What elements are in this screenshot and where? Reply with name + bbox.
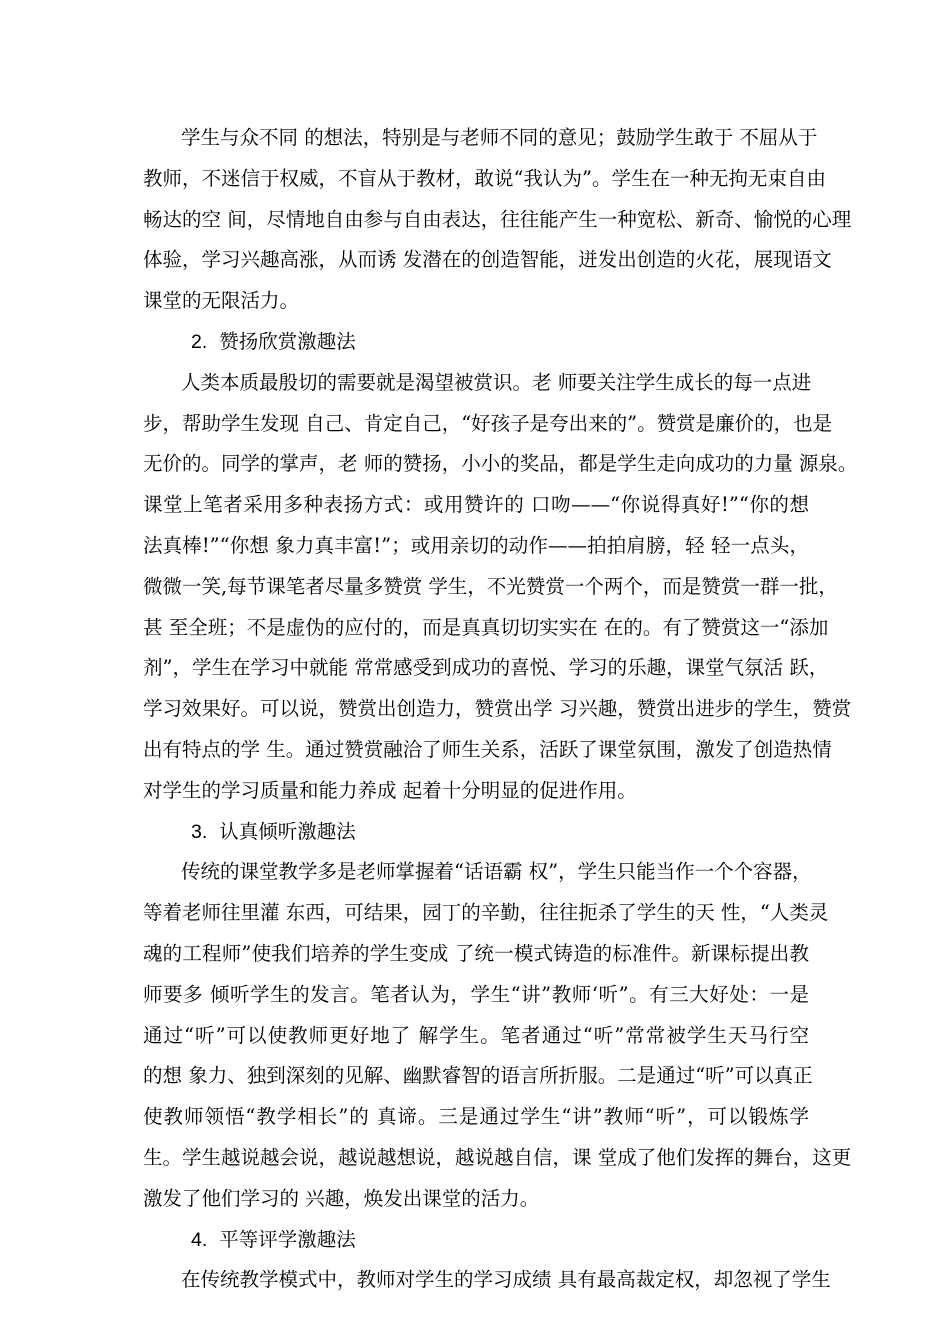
text-line: 体验，学习兴趣高涨，从而诱 发潜在的创造智能，迸发出创造的火花，展现语文 — [143, 248, 832, 272]
paragraph-4 — [143, 1260, 831, 1301]
heading-number: 4. — [191, 1228, 208, 1251]
text-line: 生。学生越说越会说，越说越想说，越说越自信，课 堂成了他们发挥的舞台，这更 — [143, 1145, 852, 1169]
text-line: 魂的工程师”使我们培养的学生变成 了统一模式铸造的标准件。新课标提出教 — [143, 941, 809, 965]
text-line: 教师，不迷信于权威，不盲从于教材，敢说“我认为”。学生在一种无拘无束自由 — [143, 166, 826, 190]
text-line: 学生与众不同 的想法，特别是与老师不同的意见；鼓励学生敢于 不屈从于 — [181, 126, 818, 149]
text-line: 人类本质最殷切的需要就是渴望被赏识。老 师要关注学生成长的每一点进 — [181, 370, 812, 394]
text-line: 畅达的空 间，尽情地自由参与自由表达，往往能产生一种宽松、新奇、愉悦的心理 — [143, 207, 852, 231]
text-line: 对学生的学习质量和能力养成 起着十分明显的促进作用。 — [143, 778, 637, 802]
text-line: 剂”，学生在学习中就能 常常感受到成功的喜悦、学习的乐趣，课堂气氛活 跃， — [143, 656, 829, 680]
section-heading-2 — [143, 322, 809, 363]
text-line: 通过“听”可以使教师更好地了 解学生。笔者通过“听”常常被学生天马行空 — [143, 1023, 809, 1047]
text-line: 学习效果好。可以说，赞赏出创造力，赞赏出学 习兴趣，赞赏出进步的学生，赞赏 — [143, 697, 852, 721]
paragraph-1 — [143, 118, 852, 322]
heading-title: 认真倾听激趣法 — [219, 819, 356, 843]
heading-number: 3. — [191, 820, 208, 843]
section-heading-4 — [143, 1220, 809, 1261]
heading-number: 2. — [191, 330, 208, 353]
text-line: 在传统教学模式中，教师对学生的学习成绩 具有最高裁定权，却忽视了学生 — [181, 1268, 831, 1292]
text-line: 甚 至全班；不是虚伪的应付的，而是真真切切实实在 在的。有了赞赏这一“添加 — [143, 615, 829, 639]
paragraph-2 — [143, 363, 858, 812]
heading-title: 赞扬欣赏激趣法 — [219, 329, 356, 353]
text-line: 使教师领悟“教学相长”的 真谛。三是通过学生“讲”教师“听”，可以锻炼学 — [143, 1105, 809, 1129]
text-line: 法真棒!”“你想 象力真丰富!”；或用亲切的动作——拍拍肩膀，轻 轻一点头， — [143, 533, 809, 557]
text-line: 等着老师往里灌 东西，可结果，园丁的辛勤，往往扼杀了学生的天 性，“人类灵 — [143, 901, 829, 925]
text-line: 师要多 倾听学生的发言。笔者认为，学生“讲”教师‘听”。有三大好处：一是 — [143, 982, 809, 1006]
text-line: 的想 象力、独到深刻的见解、幽默睿智的语言所折服。二是通过“听”可以真正 — [143, 1064, 813, 1088]
text-line: 传统的课堂教学多是老师掌握着“话语霸 权”，学生只能当作一个个容器， — [181, 860, 812, 884]
text-line: 激发了他们学习的 兴趣，焕发出课堂的活力。 — [143, 1186, 540, 1210]
paragraph-3 — [143, 852, 852, 1219]
text-line: 步，帮助学生发现 自己、肯定自己，“好孩子是夸出来的”。赞赏是廉价的，也是 — [143, 411, 833, 435]
heading-title: 平等评学激趣法 — [219, 1227, 356, 1251]
text-line: 课堂的无限活力。 — [143, 289, 300, 313]
text-line: 课堂上笔者采用多种表扬方式：或用赞许的 口吻——“你说得真好!”“你的想 — [143, 493, 809, 517]
text-line: 微微一笑,每节课笔者尽量多赞赏 学生，不光赞赏一个两个，而是赞赏一群一批， — [143, 574, 838, 598]
section-heading-3 — [143, 812, 809, 853]
document-body — [143, 118, 858, 1301]
text-line: 出有特点的学 生。通过赞赏融洽了师生关系，活跃了课堂氛围，激发了创造热情 — [143, 737, 832, 761]
text-line: 无价的。同学的掌声，老 师的赞扬，小小的奖品，都是学生走向成功的力量 源泉。 — [143, 452, 858, 476]
